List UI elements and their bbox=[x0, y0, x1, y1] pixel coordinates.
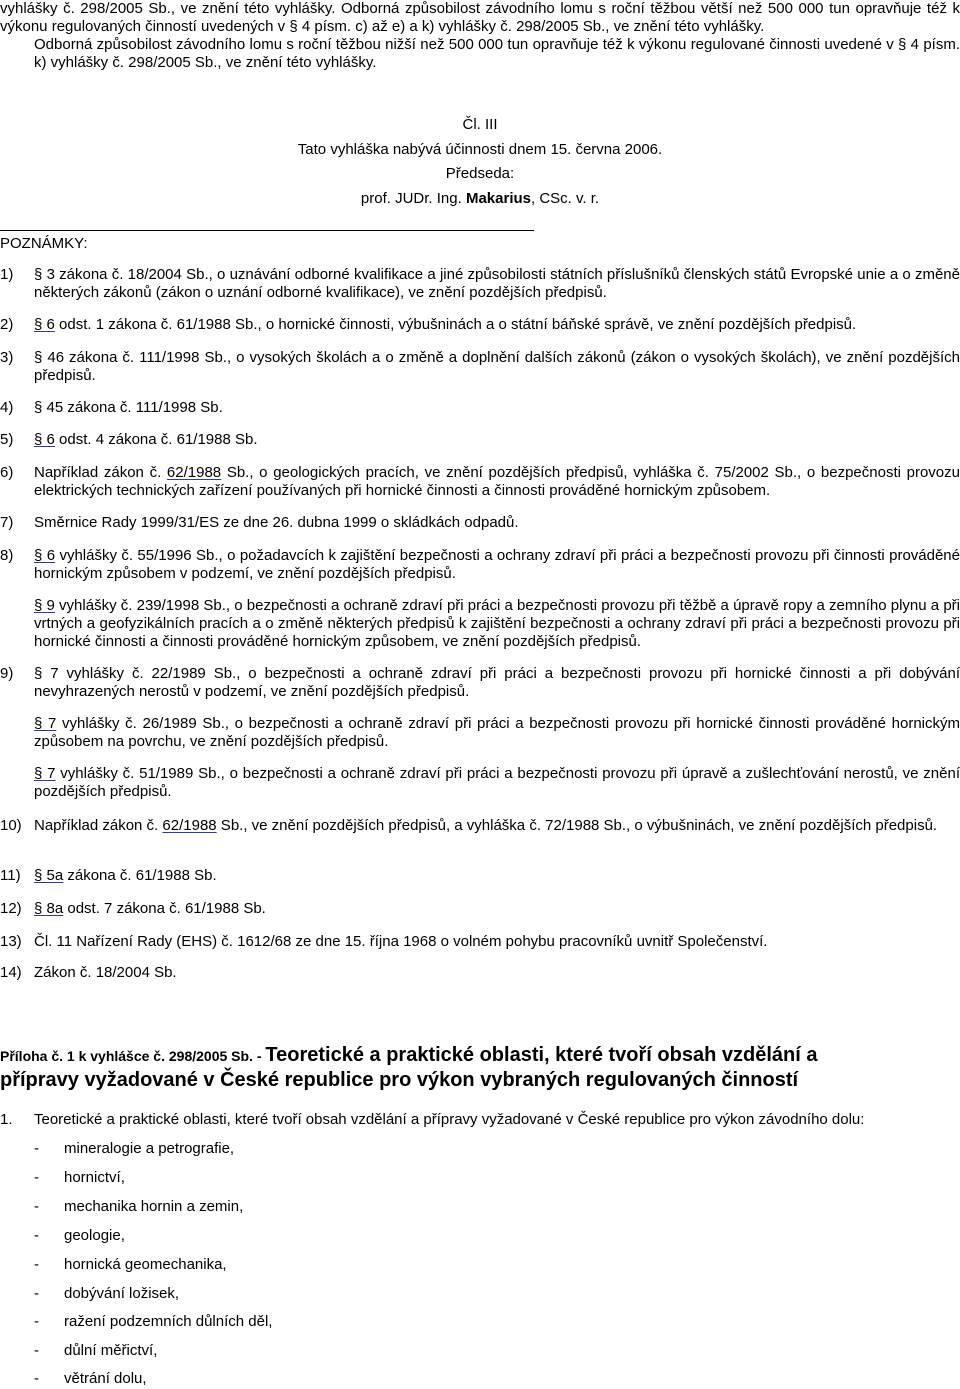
note-number: 4) bbox=[0, 399, 14, 416]
note-number: 5) bbox=[0, 431, 14, 448]
note-number: 8) bbox=[0, 547, 14, 564]
section-sign: § bbox=[34, 399, 47, 416]
annex-heading: Teoretické a praktické oblasti, které tvoří obsah vzdělání a přípravy vyžadované v České republice pro výkon vybraných regulovaných činností bbox=[0, 1044, 818, 1091]
annex-title bbox=[0, 1043, 900, 1093]
note-number: 3) bbox=[0, 349, 14, 366]
annex-label: Příloha č. 1 k vyhlášce č. 298/2005 Sb. - bbox=[0, 1048, 266, 1064]
note-number: 11) bbox=[0, 867, 21, 884]
list-item: - ražení podzemních důlních děl, bbox=[34, 1313, 273, 1330]
chair-label: Předseda: bbox=[445, 165, 515, 182]
note-7 bbox=[0, 514, 960, 532]
note-text: 45 zákona č. 111/1998 Sb. bbox=[46, 399, 223, 416]
section-sign: § bbox=[34, 665, 51, 682]
separator-rule bbox=[0, 230, 534, 231]
note-6: 6) Například zákon č. 62/1988 Sb., o geologických pracích, ve znění pozdějších předpisů, vyhláška č. 75/2002 Sb., o bezpečnosti provozu elektrických technických zařízení používaných při hornické činnosti a činnosti prováděné hornickým způsobem. bbox=[0, 464, 960, 499]
note-9c bbox=[0, 765, 960, 801]
list-item: - geologie, bbox=[34, 1227, 125, 1244]
note-link[interactable]: 62/1988 bbox=[162, 817, 217, 834]
intro-paragraph-2: Odborná způsobilost závodního lomu s roční těžbou nižší než 500 000 tun opravňuje též k výkonu regulované činnosti uvedené v § 4 písm. k) vyhlášky č. 298/2005 Sb., ve znění této vyhlášky. bbox=[34, 36, 960, 71]
note-text: Sb., ve znění pozdějších předpisů, a vyhláška č. 72/1988 Sb., o výbušninách, ve znění pozdějších předpisů. bbox=[216, 817, 938, 834]
annex-item-number: 1. bbox=[0, 1111, 13, 1128]
intro-text bbox=[0, 0, 960, 72]
note-text: Směrnice Rady 1999/31/ES ze dne 26. dubna 1999 o skládkách odpadů. bbox=[34, 514, 519, 531]
note-8 bbox=[0, 547, 960, 583]
note-13 bbox=[0, 933, 960, 951]
intro-paragraph-1: vyhlášky č. 298/2005 Sb., ve znění této vyhlášky. Odborná způsobilost závodního lomu s roční těžbou větší než 500 000 tun opravňuje též k výkonu regulovaných činností uvedených v § 4 písm. c) až e) a k) vyhlášky č. 298/2005 Sb., ve znění této vyhlášky. bbox=[0, 0, 960, 35]
note-12 bbox=[0, 900, 960, 918]
note-link[interactable]: § 9 bbox=[34, 597, 55, 614]
note-9 bbox=[0, 665, 960, 701]
annex-item-text: Teoretické a praktické oblasti, které tvoří obsah vzdělání a přípravy vyžadované v České republice pro výkon závodního dolu: bbox=[34, 1111, 865, 1128]
chair-name: Makarius bbox=[465, 190, 531, 207]
note-text: 3 zákona č. 18/2004 Sb., o uznávání odborné kvalifikace a jiné způsobilosti státních příslušníků členských států Evropské unie a o změně některých zákonů (zákon o uznání odborné kvalifikace), ve znění pozdějších předpisů. bbox=[34, 266, 960, 301]
note-text: 46 zákona č. 111/1998 Sb., o vysokých školách a o změně a doplnění dalších zákonů (zákon o vysokých školách), ve znění pozdějších předpisů. bbox=[34, 349, 960, 384]
list-item: - důlní měřictví, bbox=[34, 1342, 158, 1359]
note-number: 13) bbox=[0, 933, 22, 950]
note-text: zákona č. 61/1988 Sb. bbox=[63, 867, 217, 884]
list-item: - mineralogie a petrografie, bbox=[34, 1140, 235, 1157]
note-8b bbox=[0, 597, 960, 651]
chair-suffix: , CSc. v. r. bbox=[531, 190, 600, 207]
note-4 bbox=[0, 399, 960, 417]
list-item: - větrání dolu, bbox=[34, 1370, 147, 1387]
note-3 bbox=[0, 349, 960, 385]
note-link[interactable]: § 6 bbox=[34, 431, 55, 448]
note-1 bbox=[0, 266, 960, 302]
section-sign: § bbox=[34, 266, 47, 283]
note-link[interactable]: § 5a bbox=[34, 867, 64, 884]
note-text: vyhlášky č. 55/1996 Sb., o požadavcích k zajištění bezpečnosti a ochrany zdraví při práci a bezpečnosti provozu při činnosti prováděné hornickým způsobem v podzemí, ve znění pozdějších předpisů. bbox=[34, 547, 960, 582]
note-2 bbox=[0, 316, 960, 334]
note-number: 7) bbox=[0, 514, 14, 531]
article-heading: Čl. III bbox=[462, 116, 498, 133]
note-5 bbox=[0, 431, 960, 449]
note-text: Sb., o geologických pracích, ve znění pozdějších předpisů, vyhláška č. 75/2002 Sb., o bezpečnosti provozu elektrických technických zařízení používaných při hornické činnosti a činnosti prováděné hornickým způsobem. bbox=[34, 464, 960, 499]
note-link[interactable]: § 7 bbox=[34, 765, 56, 782]
note-number: 1) bbox=[0, 266, 14, 283]
list-item: - hornická geomechanika, bbox=[34, 1256, 227, 1273]
note-text: vyhlášky č. 51/1989 Sb., o bezpečnosti a ochraně zdraví při práci a bezpečnosti provozu při úpravě a zušlechťování nerostů, ve znění pozdějších předpisů. bbox=[34, 765, 960, 800]
note-text: Čl. 11 Nařízení Rady (EHS) č. 1612/68 ze dne 15. října 1968 o volném pohybu pracovníků uvnitř Společenství. bbox=[34, 933, 768, 950]
notes-title: POZNÁMKY: bbox=[0, 235, 88, 252]
note-text: vyhlášky č. 239/1998 Sb., o bezpečnosti a ochraně zdraví při práci a bezpečnosti provozu při těžbě a úpravě ropy a zemního plynu a při vrtných a geofyzikálních pracích a o změně některých předpisů k zajištění bezpečnosti a ochrany zdraví při práci a bezpečnosti provozu při hornické činnosti a činnosti prováděné hornickým způsobem, ve znění pozdějších předpisů. bbox=[34, 597, 960, 650]
list-item: - mechanika hornin a zemin, bbox=[34, 1198, 244, 1215]
note-number: 9) bbox=[0, 665, 14, 682]
note-text: odst. 1 zákona č. 61/1988 Sb., o hornické činnosti, výbušninách a o státní báňské správě, ve znění pozdějších předpisů. bbox=[54, 316, 857, 333]
section-sign: § bbox=[34, 349, 48, 366]
note-link[interactable]: § 6 bbox=[34, 547, 56, 564]
list-item: - hornictví, bbox=[34, 1169, 125, 1186]
note-link[interactable]: § 8a bbox=[34, 900, 64, 917]
note-11 bbox=[0, 867, 960, 885]
list-item: - dobývání ložisek, bbox=[34, 1285, 180, 1302]
note-text: odst. 4 zákona č. 61/1988 Sb. bbox=[54, 431, 258, 448]
note-link[interactable]: 62/1988 bbox=[166, 464, 222, 481]
note-9b bbox=[0, 715, 960, 751]
effective-date: Tato vyhláška nabývá účinnosti dnem 15. června 2006. bbox=[297, 141, 663, 158]
note-number: 12) bbox=[0, 900, 22, 917]
note-14 bbox=[0, 964, 960, 982]
note-text: odst. 7 zákona č. 61/1988 Sb. bbox=[63, 900, 266, 917]
chair-prefix: prof. JUDr. Ing. bbox=[360, 190, 466, 207]
annex-item-1 bbox=[0, 1111, 960, 1129]
note-link[interactable]: § 7 bbox=[34, 715, 57, 732]
note-number: 2) bbox=[0, 316, 14, 333]
note-number: 14) bbox=[0, 964, 22, 981]
note-text: Zákon č. 18/2004 Sb. bbox=[34, 964, 177, 981]
note-number: 6) bbox=[0, 464, 14, 481]
note-link[interactable]: § 6 bbox=[34, 316, 55, 333]
note-number: 10) bbox=[0, 817, 22, 834]
note-text: 7 vyhlášky č. 22/1989 Sb., o bezpečnosti a ochraně zdraví při práci a bezpečnosti provozu při hornické činnosti a při dobývání nevyhrazených nerostů v podzemí, ve znění pozdějších předpisů. bbox=[34, 665, 960, 700]
note-text: vyhlášky č. 26/1989 Sb., o bezpečnosti a ochraně zdraví při práci a bezpečnosti provozu při hornické činnosti prováděné hornickým způsobem na povrchu, ve znění pozdějších předpisů. bbox=[34, 715, 960, 750]
chair-line bbox=[0, 190, 960, 208]
note-10: 10) Například zákon č. 62/1988 Sb., ve znění pozdějších předpisů, a vyhláška č. 72/1988 Sb., o výbušninách, ve znění pozdějších předpisů. bbox=[0, 817, 938, 834]
